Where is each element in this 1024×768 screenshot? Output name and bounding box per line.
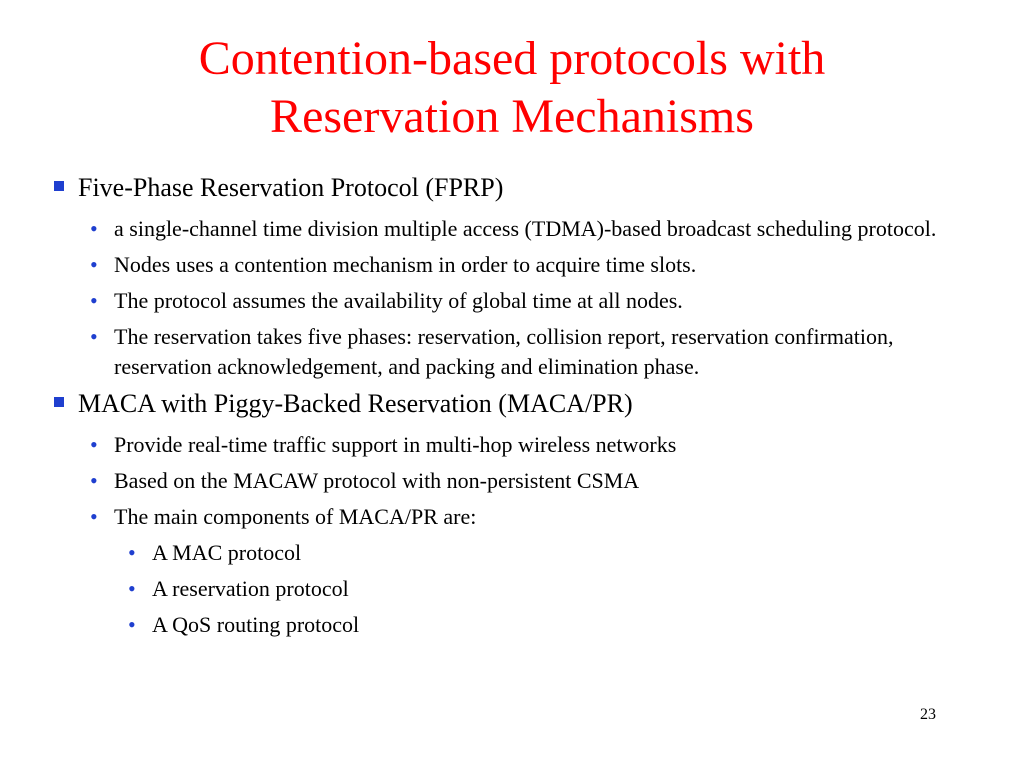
list-item bbox=[90, 466, 964, 496]
title-line-2: Reservation Mechanisms bbox=[270, 90, 754, 143]
list-item bbox=[90, 286, 964, 316]
list-item bbox=[90, 430, 964, 460]
section-heading-maca-pr bbox=[78, 388, 964, 420]
section-heading-fprp bbox=[78, 172, 964, 204]
square-bullet-icon bbox=[54, 181, 64, 191]
list-item-text: Nodes uses a contention mechanism in order to acquire time slots. bbox=[114, 252, 697, 277]
section-heading-text: MACA with Piggy-Backed Reservation (MACA/PR) bbox=[78, 389, 633, 418]
title-line-1: Contention-based protocols with bbox=[198, 32, 826, 85]
section-heading-text: Five-Phase Reservation Protocol (FPRP) bbox=[78, 173, 504, 202]
dot-bullet-icon: • bbox=[128, 612, 136, 637]
slide-content bbox=[0, 172, 1024, 646]
list-item-text: The reservation takes five phases: reservation, collision report, reservation confirmation, reservation acknowledgement, and packing and elimination phase. bbox=[114, 324, 894, 379]
dot-bullet-icon: • bbox=[90, 216, 98, 241]
dot-bullet-icon: • bbox=[128, 540, 136, 565]
dot-bullet-icon: • bbox=[90, 432, 98, 457]
sub-list-item bbox=[128, 538, 964, 568]
sub-list-item bbox=[128, 574, 964, 604]
sub-list-item bbox=[128, 610, 964, 640]
list-item bbox=[90, 322, 964, 382]
dot-bullet-icon: • bbox=[90, 252, 98, 277]
list-item bbox=[90, 214, 964, 244]
square-bullet-icon bbox=[54, 397, 64, 407]
list-item bbox=[90, 250, 964, 280]
dot-bullet-icon: • bbox=[90, 324, 98, 349]
page-number: 23 bbox=[920, 706, 936, 723]
sub-list-item-text: A QoS routing protocol bbox=[152, 612, 360, 637]
list-item-text: The protocol assumes the availability of global time at all nodes. bbox=[114, 288, 683, 313]
slide-title bbox=[60, 30, 964, 146]
sub-list-item-text: A MAC protocol bbox=[152, 540, 302, 565]
list-item-text: The main components of MACA/PR are: bbox=[114, 504, 477, 529]
list-item-text: Provide real-time traffic support in multi-hop wireless networks bbox=[114, 432, 677, 457]
dot-bullet-icon: • bbox=[90, 468, 98, 493]
list-item-text: Based on the MACAW protocol with non-persistent CSMA bbox=[114, 468, 640, 493]
list-item-text: a single-channel time division multiple access (TDMA)-based broadcast scheduling protocol. bbox=[114, 216, 937, 241]
dot-bullet-icon: • bbox=[90, 504, 98, 529]
list-item bbox=[90, 502, 964, 532]
sub-list-item-text: A reservation protocol bbox=[152, 576, 349, 601]
dot-bullet-icon: • bbox=[128, 576, 136, 601]
dot-bullet-icon: • bbox=[90, 288, 98, 313]
